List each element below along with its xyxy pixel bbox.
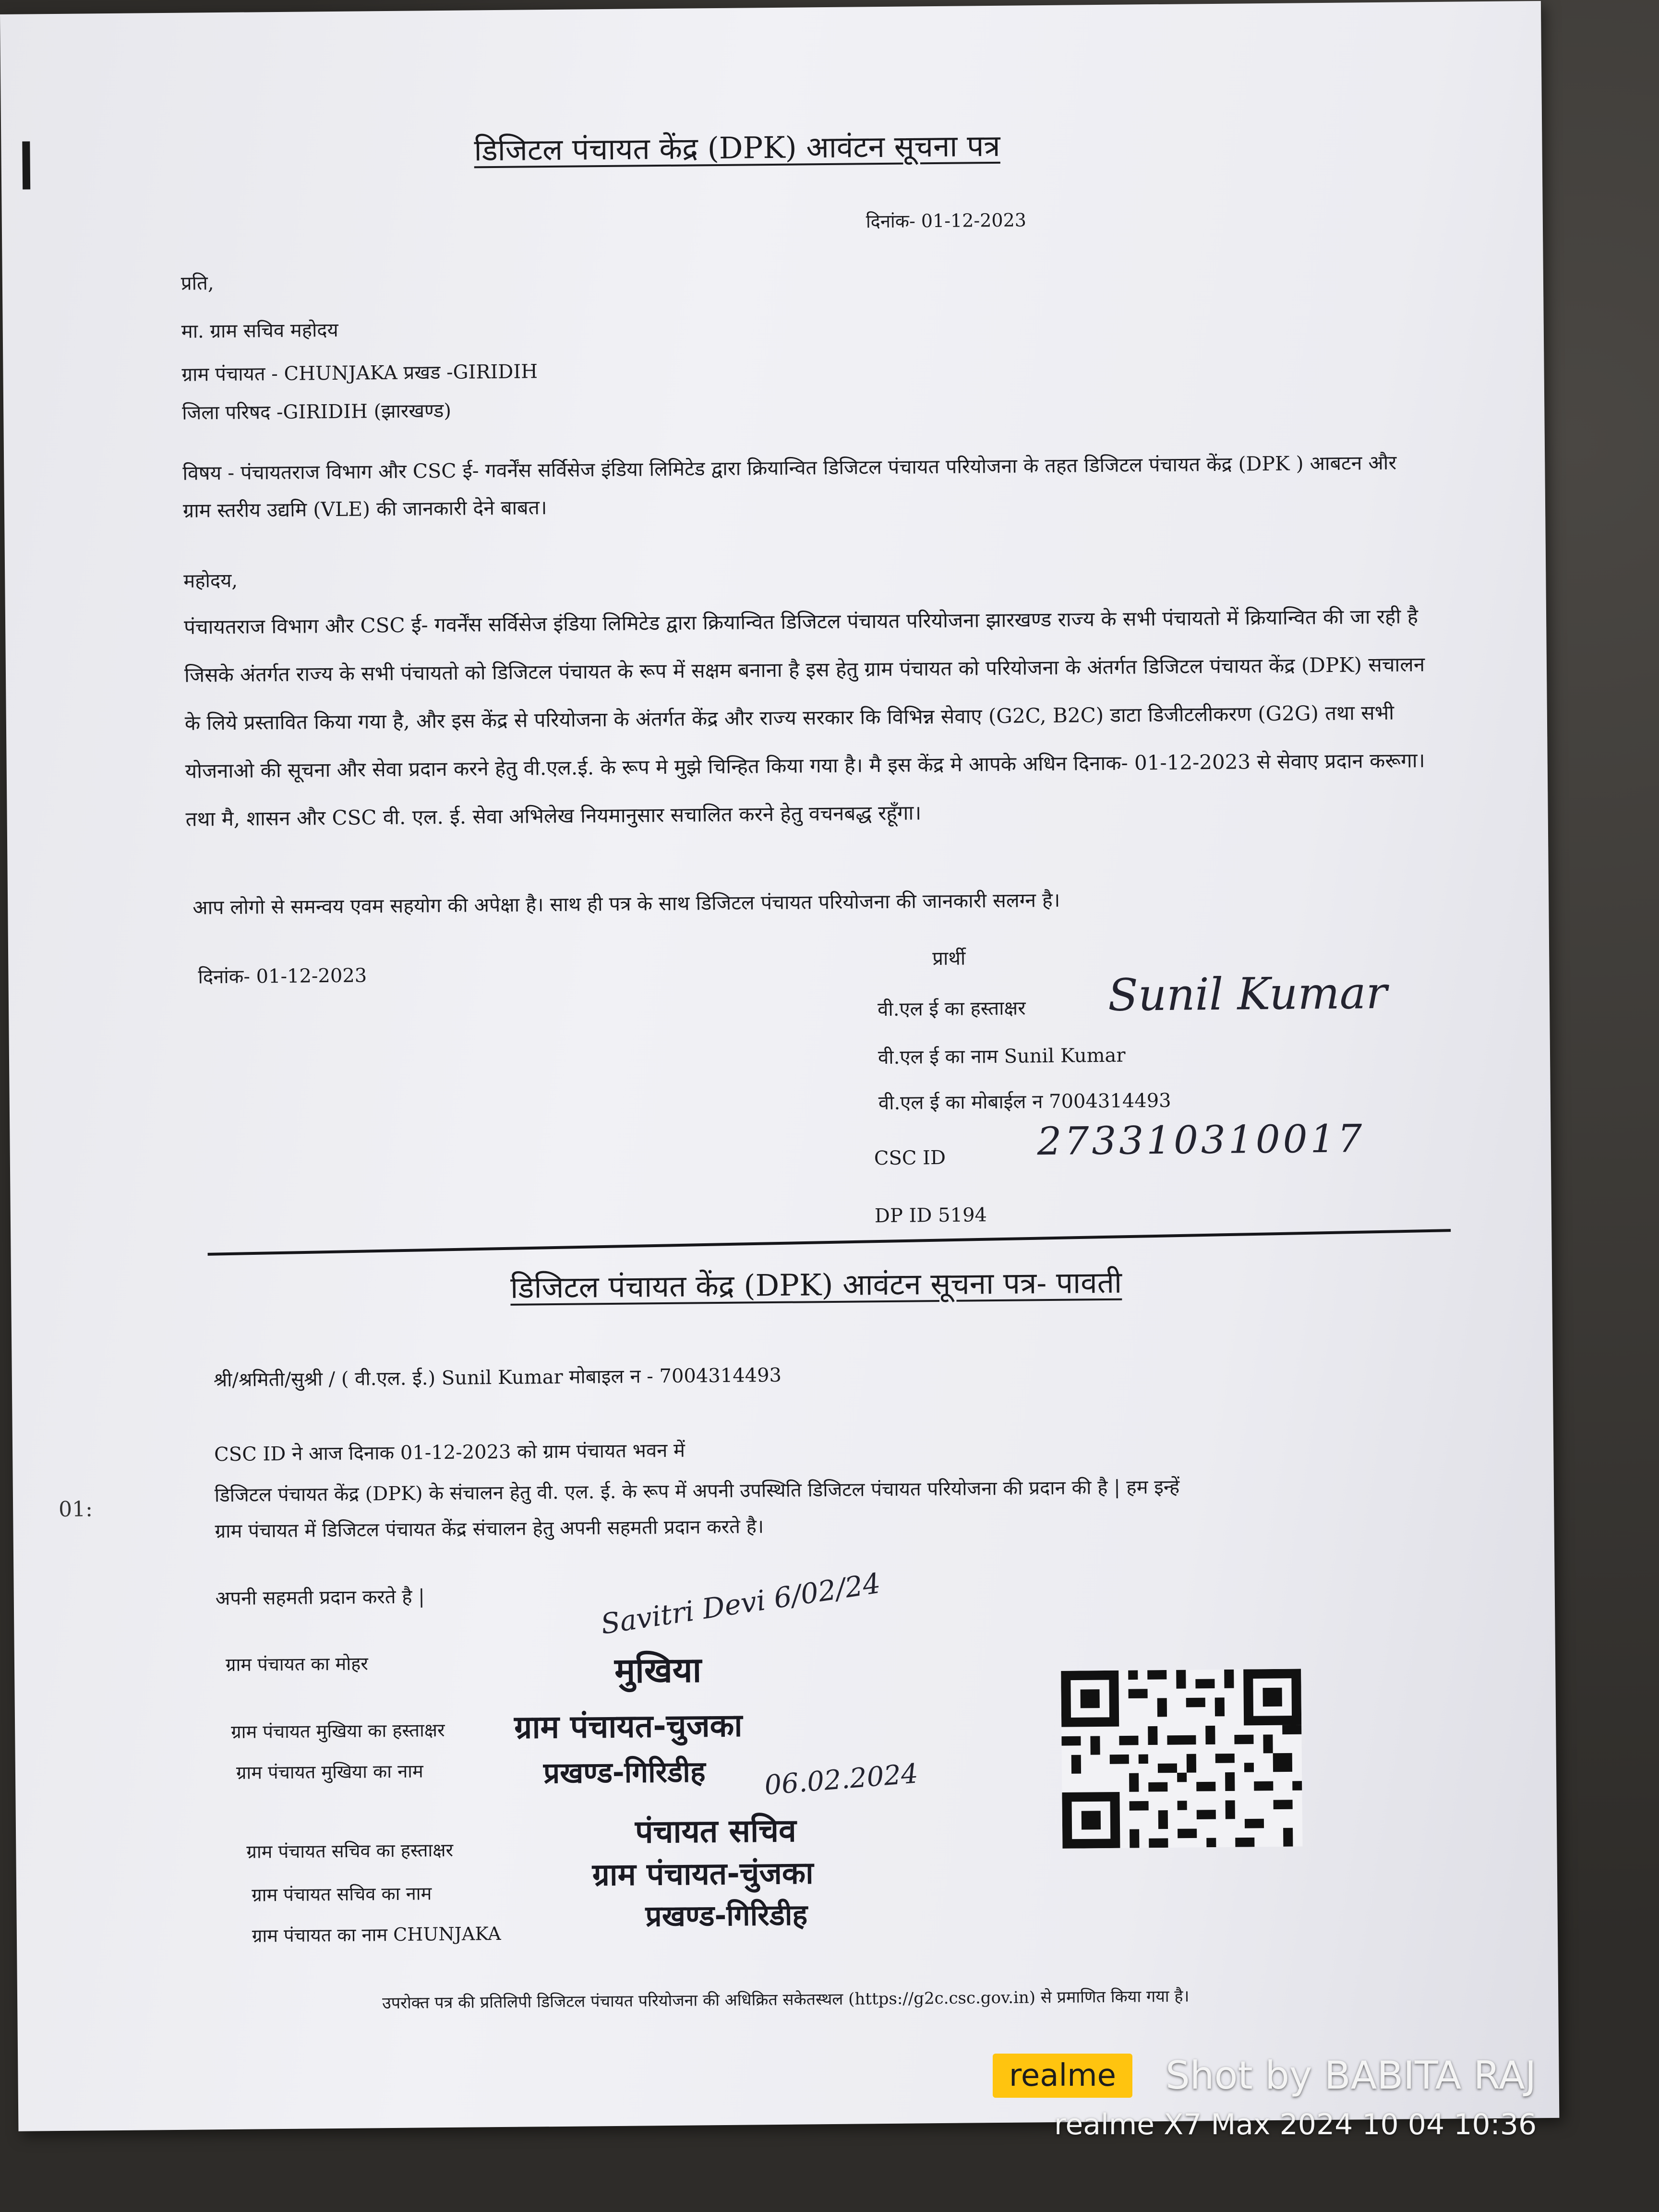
section-divider [208, 1229, 1451, 1256]
applicant-label: प्रार्थी [932, 947, 966, 970]
salutation: महोदय, [183, 569, 238, 592]
letter-title: डिजिटल पंचायत केंद्र (DPK) आवंटन सूचना पत्र [474, 128, 1000, 168]
vle-mobile-line: वी.एल ई का मोबाईल न 7004314493 [878, 1089, 1171, 1115]
mukhiya-sign-label: ग्राम पंचायत मुखिया का हस्ताक्षर [231, 1719, 445, 1743]
stamp-sachiv-block: प्रखण्ड-गिरिडीह [645, 1898, 808, 1934]
dp-id-line: DP ID 5194 [874, 1204, 987, 1227]
receipt-line-4: ग्राम पंचायत में डिजिटल पंचायत केंद्र संचालन हेतु अपनी सहमती प्रदान करते है। [215, 1515, 764, 1543]
vle-signature: Sunil Kumar [1107, 967, 1388, 1021]
stamp-date-handwritten: 06.02.2024 [763, 1758, 919, 1802]
district-line: जिला परिषद -GIRIDIH (झारखण्ड) [182, 399, 452, 424]
vle-signature-label: वी.एल ई का हस्ताक्षर [877, 997, 1026, 1021]
csc-id-handwritten: 273310310017 [1037, 1116, 1365, 1164]
receipt-line-3: डिजिटल पंचायत केंद्र (DPK) के संचालन हेतु वी. एल. ई. के रूप में अपनी उपस्थिति डिजिटल पंचायत परियोजना की प्रदान की है | हम इन्हें [214, 1476, 1180, 1507]
csc-id-label: CSC ID [874, 1146, 946, 1170]
stamp-panchayat: ग्राम पंचायत-चुजका [514, 1707, 743, 1746]
sachiv-name-label: ग्राम पंचायत सचिव का नाम [252, 1883, 432, 1906]
letter-paper [0, 1, 1559, 2131]
body-paragraph: पंचायतराज विभाग और CSC ई- गवर्नेंस सर्विसेज इंडिया लिमिटेड द्वारा क्रियान्वित डिजिटल पंचायत परियोजना झारखण्ड राज्य के सभी पंचायतो में क्रियान्वित की जा रही है जिसके अंतर्गत राज्य के सभी पंचायतो को डिजिटल पंचायत के रूप में सक्षम बनाना है इस हेतु ग्राम पंचायत को परियोजना के अंतर्गत डिजिटल पंचायत केंद्र (DPK) सचालन के लिये प्रस्तावित किया गया है, और इस केंद्र से परियोजना के अंतर्गत केंद्र और राज्य सरकार कि विभिन्न सेवाए (G2C, B2C) डाटा डिजीटलीकरण (G2G) तथा सभी योजनाओ की सूचना और सेवा प्रदान करने हेतु वी.एल.ई. के रूप मे मुझे चिन्हित किया गया है। मै इस केंद्र मे आपके अधिन दिनाक- 01-12-2023 से सेवाए प्रदान करूगा। तथा मै, शासन और CSC वी. एल. ई. सेवा अभिलेख नियमानुसार सचालित करने हेतु वचनबद्ध रहूँगा। [183, 604, 1425, 831]
panchayat-name-line: ग्राम पंचायत का नाम CHUNJAKA [252, 1923, 501, 1947]
receipt-line-2: CSC ID ने आज दिनाक 01-12-2023 को ग्राम पंचायत भवन में [214, 1439, 685, 1466]
receipt-footer: उपरोक्त पत्र की प्रतिलिपी डिजिटल पंचायत परियोजना की अधिक्रित सकेतस्थल (https://g2c.csc.gov.in) से प्रमाणित किया गया है। [382, 1986, 1190, 2013]
to-label: प्रति, [180, 272, 214, 295]
closing-line: आप लोगो से समन्वय एवम सहयोग की अपेक्षा है। साथ ही पत्र के साथ डिजिटल पंचायत परियोजना की जानकारी सलग्न है। [192, 888, 1060, 919]
watermark-brand-badge: realme [993, 2054, 1132, 2098]
watermark-device-time: realme X7 Max 2024 10 04 10:36 [1054, 2108, 1537, 2141]
date-bottom: दिनांक- 01-12-2023 [198, 964, 367, 988]
seal-label: ग्राम पंचायत का मोहर [225, 1653, 369, 1676]
stamp-mukhiya: मुखिया [614, 1649, 702, 1691]
subject-paragraph: विषय - पंचायतराज विभाग और CSC ई- गवर्नेंस सर्विसेज इंडिया लिमिटेड द्वारा क्रियान्वित डिजिटल पंचायत परियोजना के तहत डिजिटल पंचायत केंद्र (DPK ) आबटन और ग्राम स्तरीय उद्यमि (VLE) की जानकारी देने बाबत। [182, 451, 1397, 522]
panchayat-line: ग्राम पंचायत - CHUNJAKA प्रखड -GIRIDIH [181, 361, 538, 386]
receipt-line-5: अपनी सहमती प्रदान करते है | [215, 1586, 425, 1610]
stamp-sachiv: पंचायत सचिव [635, 1812, 797, 1851]
mukhiya-handwritten-sign: Savitri Devi 6/02/24 [599, 1566, 883, 1641]
stamp-block: प्रखण्ड-गिरिडीह [543, 1755, 706, 1791]
letter-date-top: दिनांक- 01-12-2023 [866, 209, 1027, 232]
receipt-line-1: श्री/श्रमिती/सुश्री / ( वी.एल. ई.) Sunil Kumar मोबाइल न - 7004314493 [213, 1364, 782, 1392]
binder-mark [22, 141, 30, 189]
qr-code-graphic [1061, 1669, 1302, 1848]
qr-code [1061, 1669, 1302, 1848]
receipt-title: डिजिटल पंचायत केंद्र (DPK) आवंटन सूचना पत्र- पावती [510, 1264, 1122, 1305]
watermark-shot-by: Shot by BABITA RAJ [1166, 2053, 1537, 2098]
mukhiya-name-label: ग्राम पंचायत मुखिया का नाम [236, 1760, 423, 1783]
stamp-sachiv-panchayat: ग्राम पंचायत-चुंजका [592, 1855, 814, 1893]
addressee: मा. ग्राम सचिव महोदय [181, 319, 338, 343]
sachiv-sign-label: ग्राम पंचायत सचिव का हस्ताक्षर [246, 1839, 454, 1863]
vle-name-line: वी.एल ई का नाम Sunil Kumar [878, 1044, 1126, 1069]
margin-note: 01: [58, 1497, 93, 1522]
